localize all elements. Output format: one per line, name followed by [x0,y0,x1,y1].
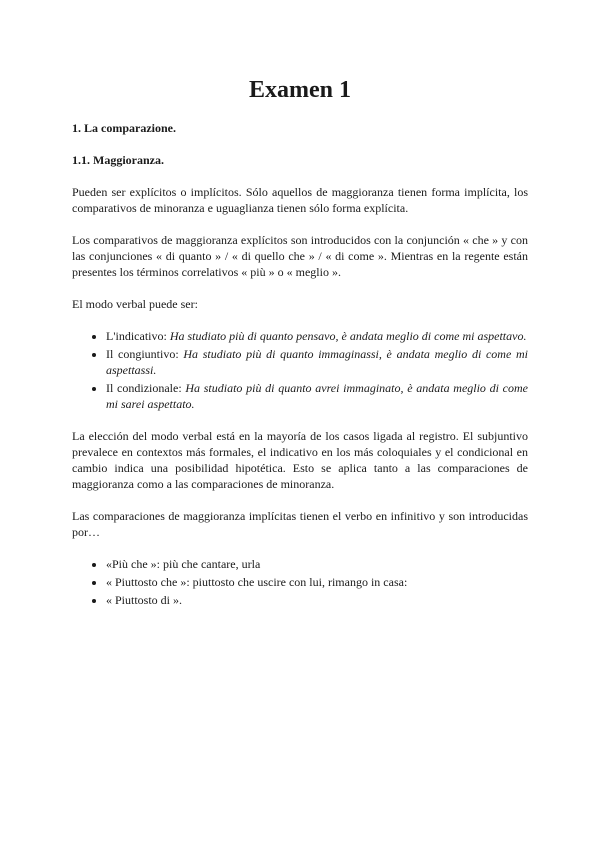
list-item [106,346,528,378]
page-title: Examen 1 [249,77,351,103]
mode-example: Ha studiato più di quanto avrei immaginato, è andata meglio di come mi sarei aspettato. [106,381,528,411]
list-item [106,328,528,344]
paragraph-explicit-implicit: Pueden ser explícitos o implícitos. Sólo aquellos de maggioranza tienen forma implícita, los comparativos de minoranza e uguaglianza tienen sólo forma explícita. [72,185,528,215]
mode-label: L'indicativo: [106,329,170,343]
mode-example: Ha studiato più di quanto pensavo, è andata meglio di come mi aspettavo. [169,329,527,343]
paragraph-implicit-infinitive: Las comparaciones de maggioranza implícitas tienen el verbo en infinitivo y son introducidas por… [72,509,528,539]
paragraph-register: La elección del modo verbal está en la mayoría de los casos ligada al registro. El subjuntivo prevalece en contextos más formales, el indicativo en los más coloquiales y el condicional en cambio indica una posibilidad hipotética. Esto se aplica tanto a las comparaciones de maggioranza como a las comparaciones de minoranza. [72,429,528,491]
paragraph-conjunctions: Los comparativos de maggioranza explícitos son introducidos con la conjunción « che » y con las conjunciones « di quanto » / « di quello che » / « di come ». Mientras en la regente están presentes los términos correlativos « più » o « meglio ». [72,233,528,279]
list-item: • « Piuttosto di ». [106,592,528,608]
mode-label: Il condizionale: [106,381,186,395]
verbal-mode-list [72,328,528,412]
paragraph-verbal-mode: El modo verbal puede ser: [72,297,198,311]
section-heading: 1. La comparazione. [72,121,176,135]
list-item: • « Piuttosto che »: piuttosto che uscire con lui, rimango in casa: [106,574,528,590]
implicit-list [72,556,528,608]
list-item [106,380,528,412]
list-item: • «Più che »: più che cantare, urla [106,556,528,572]
mode-label: Il congiuntivo: [106,347,184,361]
mode-example: Ha studiato più di quanto immaginassi, è andata meglio di come mi aspettassi. [106,347,528,377]
subsection-heading: 1.1. Maggioranza. [72,153,164,167]
